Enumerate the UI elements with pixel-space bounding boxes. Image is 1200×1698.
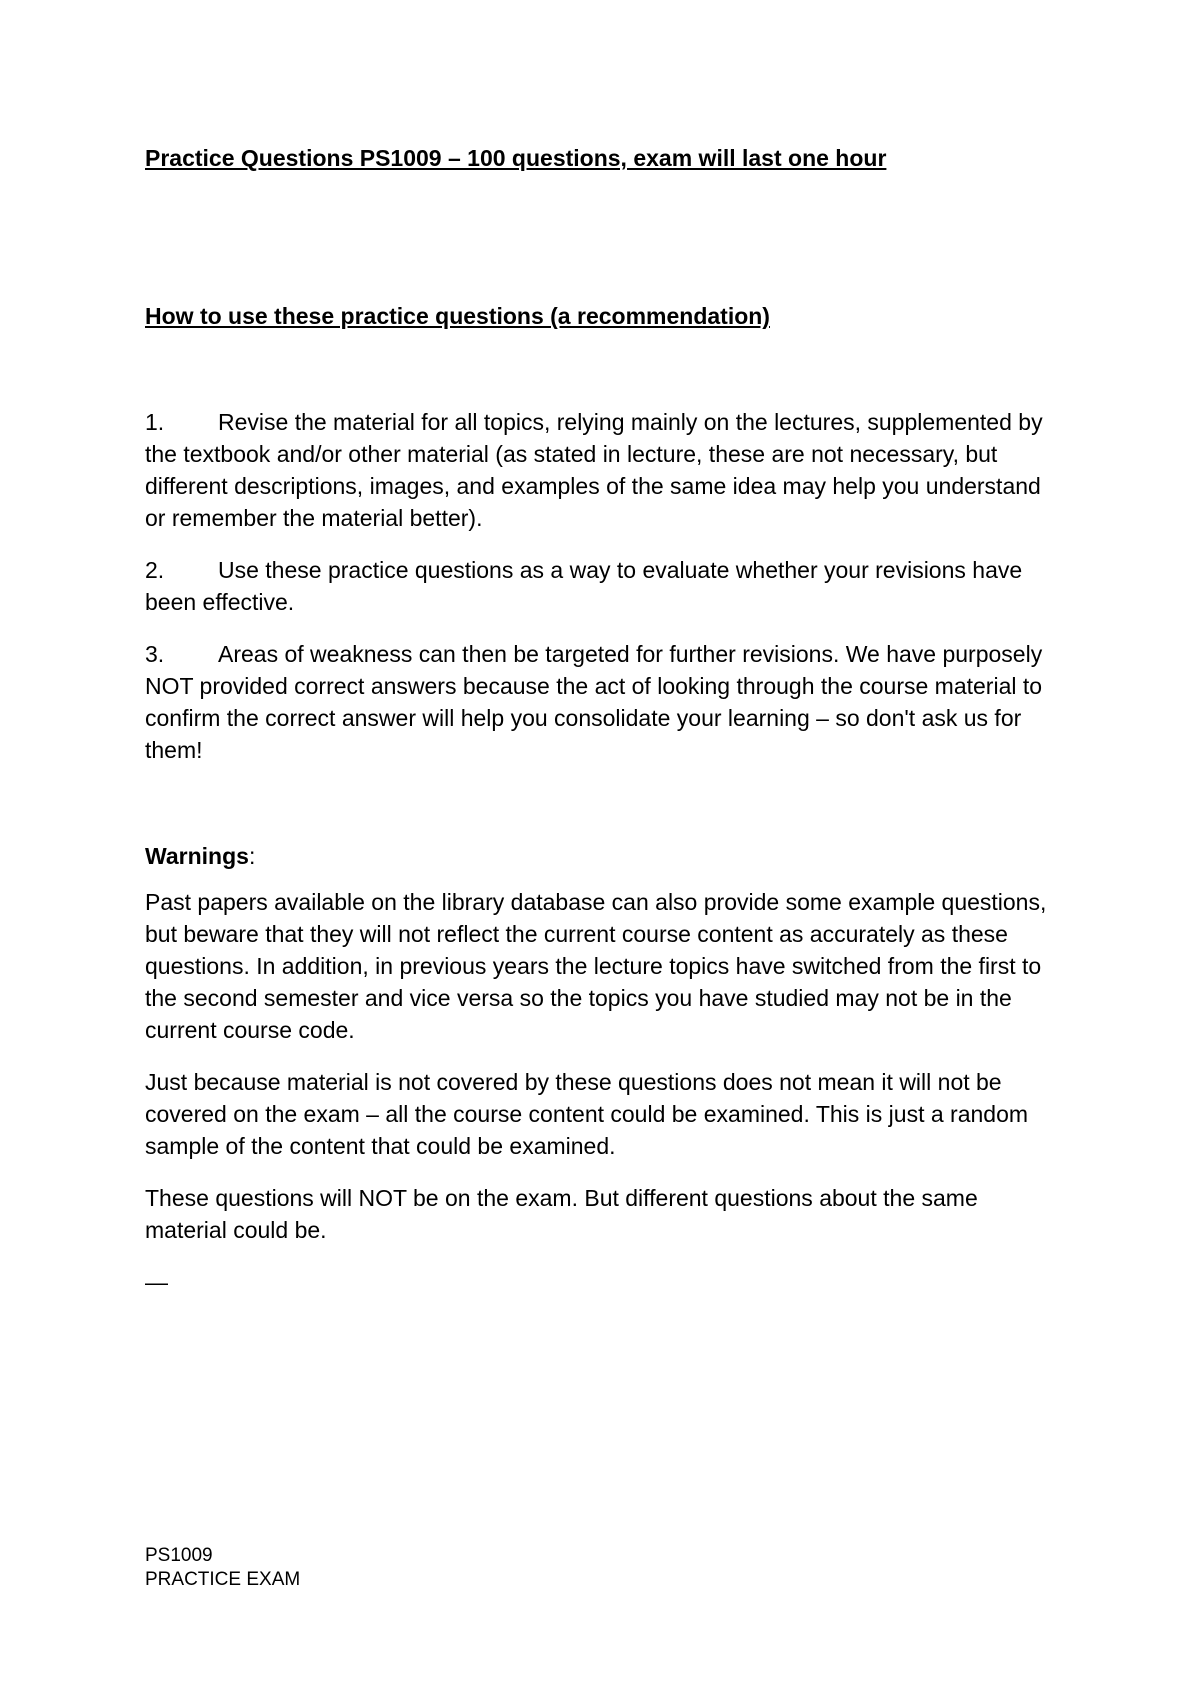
list-item-text: Areas of weakness can then be targeted for further revisions. We have purposely NOT provided correct answers because the act of looking through the course material to confirm the correct answer will help you consolidate your learning – so don't ask us for them! (145, 641, 1043, 763)
warnings-heading-text: Warnings (145, 843, 249, 869)
list-item (145, 638, 1065, 766)
warning-paragraph: These questions will NOT be on the exam. But different questions about the same material could be. (145, 1185, 978, 1243)
list-item-number: 1. (145, 409, 165, 435)
warnings-heading-colon: : (248, 843, 256, 869)
list-item-number: 2. (145, 557, 165, 583)
footer-course-code: PS1009 (145, 1545, 213, 1566)
footer-label: PRACTICE EXAM (145, 1569, 301, 1590)
list-item (145, 554, 1065, 618)
list-item-text: Use these practice questions as a way to evaluate whether your revisions have been effective. (145, 557, 1023, 615)
warnings-heading (145, 840, 1065, 872)
end-dash: — (145, 1269, 168, 1295)
warning-paragraph: Just because material is not covered by these questions does not mean it will not be covered on the exam – all the course content could be examined. This is just a random sample of the content that could be examined. (145, 1069, 1029, 1159)
recommendation-list (145, 406, 1065, 786)
warnings-section (145, 840, 1065, 1298)
list-item-number: 3. (145, 641, 165, 667)
list-item (145, 406, 1065, 534)
list-item-text: Revise the material for all topics, relying mainly on the lectures, supplemented by the textbook and/or other material (as stated in lecture, these are not necessary, but different descriptions, images, and examples of the same idea may help you understand or remember the material better). (145, 409, 1043, 531)
page-footer (145, 1544, 300, 1592)
document-title: Practice Questions PS1009 – 100 questions, exam will last one hour (145, 145, 887, 171)
section-heading-how-to-use: How to use these practice questions (a recommendation) (145, 303, 770, 329)
warning-paragraph: Past papers available on the library database can also provide some example questions, but beware that they will not reflect the current course content as accurately as these questions. In addition, in previous years the lecture topics have switched from the first to the second semester and vice versa so the topics you have studied may not be in the current course code. (145, 889, 1047, 1043)
